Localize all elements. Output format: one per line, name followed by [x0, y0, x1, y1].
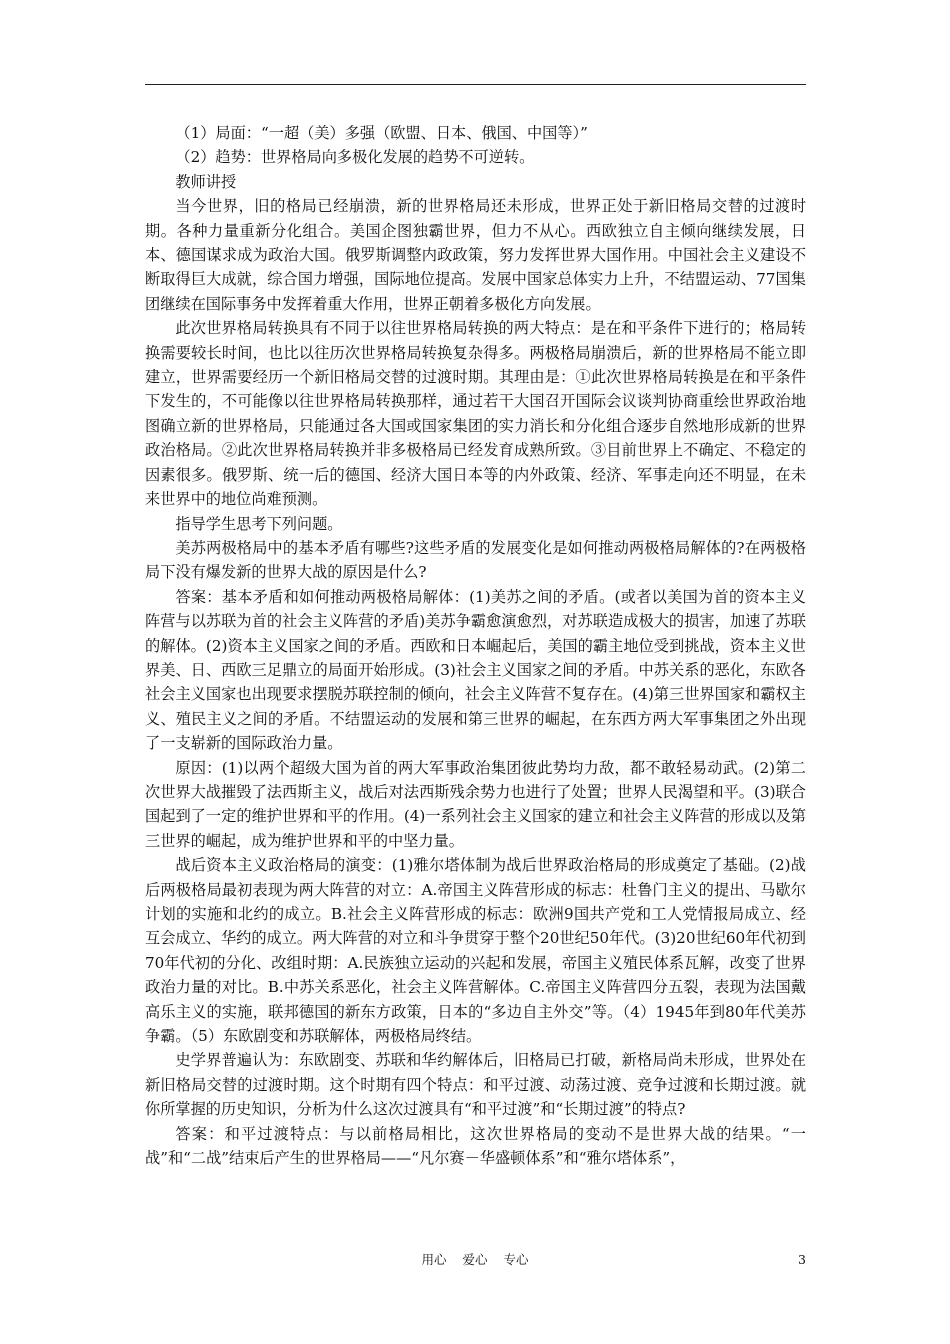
paragraph: 此次世界格局转换具有不同于以往世界格局转换的两大特点：是在和平条件下进行的；格局转换需要较长时间，也比以往历次世界格局转换复杂得多。两极格局崩溃后，新的世界格局不能立即建立，世界需要经历一个新旧格局交替的过渡时期。其理由是：①此次世界格局转换是在和平条件下发生的，不可能像以往世界格局转换那样，通过若干大国召开国际会议谈判协商重绘世界政治地图确立新的世界格局，只能通过各大国或国家集团的实力消长和分化组合逐步自然地形成新的世界政治格局。②此次世界格局转换并非多极格局已经发育成熟所致。③目前世界上不确定、不稳定的因素很多。俄罗斯、统一后的德国、经济大国日本等的内外政策、经济、军事走向还不明显，在未来世界中的地位尚难预测。 — [145, 319, 806, 509]
paragraph: （2）趋势：世界格局向多极化发展的趋势不可逆转。 — [175, 148, 535, 167]
footer-motto: 用心 爱心 专心 — [421, 1252, 529, 1267]
paragraph: 史学界普遍认为：东欧剧变、苏联和华约解体后，旧格局已打破，新格局尚未形成，世界处在新旧格局交替的过渡时期。这个时期有四个特点：和平过渡、动荡过渡、竞争过渡和长期过渡。就你所掌握的历史知识，分析为什么这次过渡具有“和平过渡”和“长期过渡”的特点? — [145, 1051, 806, 1119]
paragraph: 答案：和平过渡特点：与以前格局相比，这次世界格局的变动不是世界大战的结果。“一战”和“二战”结束后产生的世界格局——“凡尔赛－华盛顿体系”和“雅尔塔体系”， — [145, 1124, 806, 1168]
paragraph: 答案：基本矛盾和如何推动两极格局解体：(1)美苏之间的矛盾。(或者以美国为首的资本主义阵营与以苏联为首的社会主义阵营的矛盾)美苏争霸愈演愈烈，对苏联造成极大的损害，加速了苏联的解体。(2)资本主义国家之间的矛盾。西欧和日本崛起后，美国的霸主地位受到挑战，资本主义世界美、日、西欧三足鼎立的局面开始形成。(3)社会主义国家之间的矛盾。中苏关系的恶化，东欧各社会主义国家也出现要求摆脱苏联控制的倾向，社会主义阵营不复存在。(4)第三世界国家和霸权主义、殖民主义之间的矛盾。不结盟运动的发展和第三世界的崛起，在东西方两大军事集团之外出现了一支崭新的国际政治力量。 — [145, 587, 806, 753]
paragraph: （1）局面：“一超（美）多强（欧盟、日本、俄国、中国等）” — [175, 124, 588, 142]
paragraph: 当今世界，旧的格局已经崩溃，新的世界格局还未形成，世界正处于新旧格局交替的过渡时期。各种力量重新分化组合。美国企图独霸世界，但力不从心。西欧独立自主倾向继续发展，日本、德国谋求成为政治大国。俄罗斯调整内政政策，努力发挥世界大国作用。中国社会主义建设不断取得巨大成就，综合国力增强，国际地位提高。发展中国家总体实力上升，不结盟运动、77国集团继续在国际事务中发挥着重大作用，世界正朝着多极化方向发展。 — [145, 197, 806, 313]
paragraph: 原因：(1)以两个超级大国为首的两大军事政治集团彼此势均力敌，都不敢轻易动武。(2)第二次世界大战摧毁了法西斯主义，战后对法西斯残余势力也进行了处置；世界人民渴望和平。(3)联合国起到了一定的维护世界和平的作用。(4)一系列社会主义国家的建立和社会主义阵营的形成以及第三世界的崛起，成为维护世界和平的中坚力量。 — [145, 758, 806, 850]
paragraph: 美苏两极格局中的基本矛盾有哪些?这些矛盾的发展变化是如何推动两极格局解体的?在两极格局下没有爆发新的世界大战的原因是什么? — [145, 538, 806, 582]
page-number: 3 — [798, 1252, 806, 1267]
header-rule — [145, 84, 806, 85]
paragraph: 战后资本主义政治格局的演变：(1)雅尔塔体制为战后世界政治格局的形成奠定了基础。(2)战后两极格局最初表现为两大阵营的对立：A.帝国主义阵营形成的标志：杜鲁门主义的提出、马歇尔计划的实施和北约的成立。B.社会主义阵营形成的标志：欧洲9国共产党和工人党情报局成立、经互会成立、华约的成立。两大阵营的对立和斗争贯穿于整个20世纪50年代。(3)20世纪60年代初到70年代初的分化、改组时期：A.民族独立运动的兴起和发展，帝国主义殖民体系瓦解，改变了世界政治力量的对比。B.中苏关系恶化，社会主义阵营解体。C.帝国主义阵营四分五裂，表现为法国戴高乐主义的实施，联邦德国的新东方政策，日本的“多边自主外交”等。（4）1945年到80年代美苏争霸。（5）东欧剧变和苏联解体，两极格局终结。 — [145, 856, 806, 1046]
page-footer — [0, 1250, 950, 1270]
paragraph: 指导学生思考下列问题。 — [175, 514, 343, 533]
paragraph: 教师讲授 — [175, 172, 237, 191]
document-body — [145, 121, 806, 1170]
